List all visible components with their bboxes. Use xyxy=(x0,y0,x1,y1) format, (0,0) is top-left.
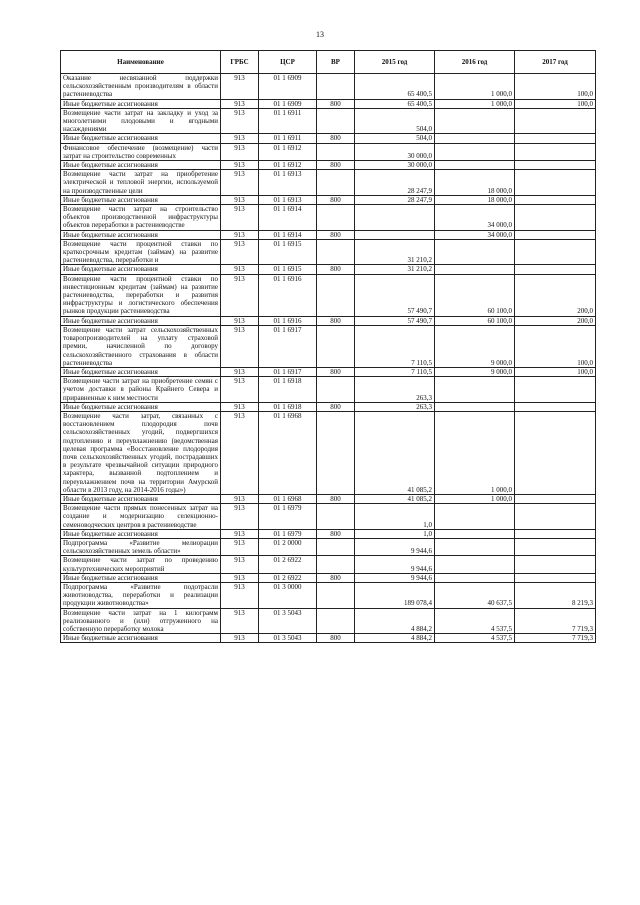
cell-grbs: 913 xyxy=(221,325,259,367)
page-number: 13 xyxy=(316,30,324,39)
cell-name: Иные бюджетные ассигнования xyxy=(61,529,221,538)
cell-vr xyxy=(317,74,355,100)
cell-name: Возмещение части затрат на строительство объектов производственной инфраструктуры объектов переработки в растениеводстве xyxy=(61,205,221,231)
cell-y2016: 4 537,5 xyxy=(435,634,515,643)
table-row xyxy=(61,134,596,143)
cell-y2017 xyxy=(515,195,596,204)
cell-y2015: 7 110,5 xyxy=(355,367,435,376)
cell-vr xyxy=(317,582,355,608)
table-row xyxy=(61,367,596,376)
cell-y2015: 504,0 xyxy=(355,108,435,134)
cell-csr: 01 1 6916 xyxy=(259,316,317,325)
cell-name: Возмещение части затрат на закладку и уход за многолетними плодовыми и ягодными насаждениями xyxy=(61,108,221,134)
cell-csr: 01 1 6979 xyxy=(259,529,317,538)
cell-vr xyxy=(317,239,355,265)
cell-y2016: 18 000,0 xyxy=(435,170,515,196)
cell-y2016: 9 000,0 xyxy=(435,367,515,376)
table-row xyxy=(61,377,596,403)
cell-csr: 01 1 6912 xyxy=(259,161,317,170)
cell-y2015: 65 400,5 xyxy=(355,74,435,100)
cell-csr: 01 3 5043 xyxy=(259,634,317,643)
cell-name: Возмещение части процентной ставки по краткосрочным кредитам (займам) на развитие растениеводства, переработки и xyxy=(61,239,221,265)
table-row xyxy=(61,230,596,239)
cell-csr: 01 1 6911 xyxy=(259,108,317,134)
cell-name: Возмещение части затрат сельскохозяйственных товаропроизводителей на уплату страховой премии, начисленной по договору сельскохозяйственного страхования в области растениеводства xyxy=(61,325,221,367)
cell-y2017: 200,0 xyxy=(515,274,596,316)
budget-table xyxy=(60,50,596,643)
cell-csr: 01 1 6915 xyxy=(259,239,317,265)
cell-y2016 xyxy=(435,239,515,265)
cell-name: Иные бюджетные ассигнования xyxy=(61,634,221,643)
cell-vr xyxy=(317,274,355,316)
cell-name: Возмещение части затрат, связанных с восстановлением плодородия почв сельскохозяйственных угодий, подвергшихся подтоплению и переувлажнению (ведомственная целевая программа «Восстановление плодородия почв сельскохозяйственных угодий, пострадавших в результате чрезвычайной ситуации природного характера, вызванной подтоплением и переувлажнением почв на территории Амурской области в 2013 году, на 2014-2016 годы») xyxy=(61,411,221,494)
cell-y2015: 1,0 xyxy=(355,529,435,538)
cell-csr: 01 1 6913 xyxy=(259,195,317,204)
cell-name: Иные бюджетные ассигнования xyxy=(61,134,221,143)
table-row xyxy=(61,634,596,643)
table-row xyxy=(61,608,596,634)
cell-y2016: 1 000,0 xyxy=(435,494,515,503)
cell-name: Иные бюджетные ассигнования xyxy=(61,367,221,376)
cell-name: Иные бюджетные ассигнования xyxy=(61,265,221,274)
header-2016: 2016 год xyxy=(435,51,515,74)
cell-grbs: 913 xyxy=(221,143,259,160)
header-name: Наименование xyxy=(61,51,221,74)
cell-grbs: 913 xyxy=(221,494,259,503)
cell-y2017 xyxy=(515,573,596,582)
cell-vr xyxy=(317,205,355,231)
cell-vr: 800 xyxy=(317,634,355,643)
table-row xyxy=(61,205,596,231)
cell-vr: 800 xyxy=(317,529,355,538)
cell-vr: 800 xyxy=(317,161,355,170)
cell-grbs: 913 xyxy=(221,634,259,643)
cell-vr: 800 xyxy=(317,367,355,376)
table-row xyxy=(61,265,596,274)
cell-y2017 xyxy=(515,402,596,411)
cell-y2016 xyxy=(435,538,515,555)
cell-y2016: 34 000,0 xyxy=(435,230,515,239)
cell-grbs: 913 xyxy=(221,504,259,530)
cell-y2016: 9 000,0 xyxy=(435,325,515,367)
cell-y2016 xyxy=(435,402,515,411)
table-header-row xyxy=(61,51,596,74)
cell-name: Оказание несвязанной поддержки сельскохозяйственным производителям в области растениеводства xyxy=(61,74,221,100)
cell-y2017 xyxy=(515,529,596,538)
cell-name: Иные бюджетные ассигнования xyxy=(61,99,221,108)
cell-y2017 xyxy=(515,556,596,573)
cell-y2015: 9 944,6 xyxy=(355,556,435,573)
cell-y2015: 263,3 xyxy=(355,377,435,403)
cell-grbs: 913 xyxy=(221,316,259,325)
cell-y2017 xyxy=(515,265,596,274)
cell-vr xyxy=(317,608,355,634)
cell-name: Иные бюджетные ассигнования xyxy=(61,573,221,582)
cell-y2016 xyxy=(435,504,515,530)
cell-name: Возмещение части затрат на приобретение электрической и тепловой энергии, используемой на производственные цели xyxy=(61,170,221,196)
cell-grbs: 913 xyxy=(221,582,259,608)
table-row xyxy=(61,411,596,494)
cell-y2015: 4 884,2 xyxy=(355,608,435,634)
cell-y2016: 1 000,0 xyxy=(435,99,515,108)
cell-y2015: 41 085,2 xyxy=(355,494,435,503)
cell-grbs: 913 xyxy=(221,377,259,403)
cell-vr: 800 xyxy=(317,316,355,325)
cell-y2015: 57 490,7 xyxy=(355,316,435,325)
cell-vr xyxy=(317,411,355,494)
cell-y2015: 41 085,2 xyxy=(355,411,435,494)
cell-y2016: 34 000,0 xyxy=(435,205,515,231)
cell-vr: 800 xyxy=(317,195,355,204)
cell-csr: 01 1 6979 xyxy=(259,504,317,530)
cell-vr: 800 xyxy=(317,230,355,239)
cell-y2015: 28 247,9 xyxy=(355,195,435,204)
cell-vr xyxy=(317,377,355,403)
cell-name: Иные бюджетные ассигнования xyxy=(61,161,221,170)
table-body xyxy=(61,74,596,643)
cell-y2015: 9 944,6 xyxy=(355,573,435,582)
cell-name: Иные бюджетные ассигнования xyxy=(61,195,221,204)
cell-grbs: 913 xyxy=(221,411,259,494)
cell-y2016 xyxy=(435,161,515,170)
cell-grbs: 913 xyxy=(221,573,259,582)
table-row xyxy=(61,402,596,411)
cell-name: Возмещение части прямых понесенных затрат на создание и модернизацию селекционно-семеноводческих центров в растениеводстве xyxy=(61,504,221,530)
cell-y2015: 9 944,6 xyxy=(355,538,435,555)
cell-y2016: 1 000,0 xyxy=(435,411,515,494)
cell-csr: 01 1 6912 xyxy=(259,143,317,160)
cell-grbs: 913 xyxy=(221,195,259,204)
table-row xyxy=(61,195,596,204)
cell-y2017: 7 719,3 xyxy=(515,634,596,643)
cell-y2017: 7 719,3 xyxy=(515,608,596,634)
cell-y2017 xyxy=(515,494,596,503)
cell-csr: 01 1 6913 xyxy=(259,170,317,196)
cell-y2015: 189 078,4 xyxy=(355,582,435,608)
header-grbs: ГРБС xyxy=(221,51,259,74)
cell-y2016 xyxy=(435,377,515,403)
cell-y2016: 60 100,0 xyxy=(435,316,515,325)
header-2015: 2015 год xyxy=(355,51,435,74)
table-row xyxy=(61,538,596,555)
table-row xyxy=(61,74,596,100)
cell-vr xyxy=(317,538,355,555)
cell-csr: 01 1 6918 xyxy=(259,402,317,411)
cell-y2015: 30 000,0 xyxy=(355,161,435,170)
cell-y2017 xyxy=(515,504,596,530)
cell-y2016 xyxy=(435,265,515,274)
header-vr: ВР xyxy=(317,51,355,74)
cell-name: Иные бюджетные ассигнования xyxy=(61,230,221,239)
cell-y2015: 31 210,2 xyxy=(355,265,435,274)
cell-y2015: 504,0 xyxy=(355,134,435,143)
cell-y2016 xyxy=(435,556,515,573)
cell-grbs: 913 xyxy=(221,265,259,274)
cell-name: Подпрограмма «Развитие мелиорации сельскохозяйственных земель области» xyxy=(61,538,221,555)
cell-name: Иные бюджетные ассигнования xyxy=(61,316,221,325)
cell-y2017: 100,0 xyxy=(515,367,596,376)
cell-y2017 xyxy=(515,411,596,494)
cell-name: Возмещение части затрат на 1 килограмм реализованного и (или) отгруженного на собственную переработку молока xyxy=(61,608,221,634)
cell-csr: 01 3 0000 xyxy=(259,582,317,608)
cell-y2016 xyxy=(435,529,515,538)
cell-vr: 800 xyxy=(317,265,355,274)
cell-csr: 01 1 6911 xyxy=(259,134,317,143)
cell-csr: 01 1 6968 xyxy=(259,494,317,503)
cell-y2017 xyxy=(515,143,596,160)
cell-y2015: 263,3 xyxy=(355,402,435,411)
cell-csr: 01 1 6909 xyxy=(259,74,317,100)
cell-csr: 01 1 6918 xyxy=(259,377,317,403)
cell-vr: 800 xyxy=(317,99,355,108)
cell-vr: 800 xyxy=(317,573,355,582)
cell-y2017 xyxy=(515,230,596,239)
cell-y2017: 200,0 xyxy=(515,316,596,325)
cell-grbs: 913 xyxy=(221,402,259,411)
table-row xyxy=(61,325,596,367)
cell-csr: 01 1 6917 xyxy=(259,367,317,376)
cell-grbs: 913 xyxy=(221,134,259,143)
cell-y2015: 1,0 xyxy=(355,504,435,530)
table-row xyxy=(61,170,596,196)
table-row xyxy=(61,504,596,530)
cell-y2015: 57 490,7 xyxy=(355,274,435,316)
cell-grbs: 913 xyxy=(221,99,259,108)
cell-y2015 xyxy=(355,205,435,231)
cell-y2016: 1 000,0 xyxy=(435,74,515,100)
cell-y2015: 7 110,5 xyxy=(355,325,435,367)
cell-vr xyxy=(317,504,355,530)
cell-y2017: 100,0 xyxy=(515,325,596,367)
cell-csr: 01 1 6914 xyxy=(259,205,317,231)
table-row xyxy=(61,316,596,325)
table-row xyxy=(61,494,596,503)
header-csr: ЦСР xyxy=(259,51,317,74)
cell-y2016: 4 537,5 xyxy=(435,608,515,634)
cell-csr: 01 2 6922 xyxy=(259,556,317,573)
cell-vr xyxy=(317,325,355,367)
cell-vr: 800 xyxy=(317,402,355,411)
table-row xyxy=(61,529,596,538)
cell-csr: 01 1 6916 xyxy=(259,274,317,316)
cell-y2017 xyxy=(515,161,596,170)
cell-y2016 xyxy=(435,143,515,160)
cell-name: Возмещение части процентной ставки по инвестиционным кредитам (займам) на развитие растениеводства, переработки и развития инфраструктуры и логистического обеспечения рынков продукции растениеводства xyxy=(61,274,221,316)
cell-y2015 xyxy=(355,230,435,239)
cell-grbs: 913 xyxy=(221,608,259,634)
cell-grbs: 913 xyxy=(221,239,259,265)
cell-y2017: 100,0 xyxy=(515,99,596,108)
cell-name: Иные бюджетные ассигнования xyxy=(61,494,221,503)
cell-y2016: 18 000,0 xyxy=(435,195,515,204)
header-2017: 2017 год xyxy=(515,51,596,74)
cell-csr: 01 1 6909 xyxy=(259,99,317,108)
table-row xyxy=(61,556,596,573)
cell-vr xyxy=(317,143,355,160)
cell-vr: 800 xyxy=(317,134,355,143)
cell-name: Финансовое обеспечение (возмещение) части затрат на строительство современных xyxy=(61,143,221,160)
cell-name: Возмещение части затрат на приобретение семян с учетом доставки в районы Крайнего Севера и приравненные к ним местности xyxy=(61,377,221,403)
cell-csr: 01 2 0000 xyxy=(259,538,317,555)
cell-grbs: 913 xyxy=(221,205,259,231)
cell-y2017 xyxy=(515,377,596,403)
cell-grbs: 913 xyxy=(221,74,259,100)
cell-grbs: 913 xyxy=(221,230,259,239)
cell-y2016: 60 100,0 xyxy=(435,274,515,316)
cell-y2017 xyxy=(515,239,596,265)
cell-name: Иные бюджетные ассигнования xyxy=(61,402,221,411)
cell-grbs: 913 xyxy=(221,367,259,376)
table-row xyxy=(61,99,596,108)
cell-grbs: 913 xyxy=(221,170,259,196)
cell-y2015: 28 247,9 xyxy=(355,170,435,196)
cell-y2016 xyxy=(435,134,515,143)
cell-y2017 xyxy=(515,170,596,196)
table-row xyxy=(61,573,596,582)
cell-grbs: 913 xyxy=(221,556,259,573)
cell-y2016 xyxy=(435,108,515,134)
cell-grbs: 913 xyxy=(221,529,259,538)
table-row xyxy=(61,143,596,160)
cell-csr: 01 2 6922 xyxy=(259,573,317,582)
cell-vr xyxy=(317,170,355,196)
cell-csr: 01 1 6968 xyxy=(259,411,317,494)
table-row xyxy=(61,582,596,608)
cell-vr: 800 xyxy=(317,494,355,503)
cell-grbs: 913 xyxy=(221,538,259,555)
cell-y2017: 8 219,3 xyxy=(515,582,596,608)
cell-y2016: 40 637,5 xyxy=(435,582,515,608)
cell-csr: 01 1 6917 xyxy=(259,325,317,367)
cell-y2017 xyxy=(515,134,596,143)
cell-name: Возмещение части затрат по проведению культуртехнических мероприятий xyxy=(61,556,221,573)
cell-vr xyxy=(317,108,355,134)
cell-y2015: 31 210,2 xyxy=(355,239,435,265)
cell-csr: 01 1 6915 xyxy=(259,265,317,274)
cell-grbs: 913 xyxy=(221,161,259,170)
cell-y2017 xyxy=(515,205,596,231)
cell-y2017: 100,0 xyxy=(515,74,596,100)
cell-csr: 01 1 6914 xyxy=(259,230,317,239)
cell-y2017 xyxy=(515,108,596,134)
cell-grbs: 913 xyxy=(221,274,259,316)
cell-grbs: 913 xyxy=(221,108,259,134)
cell-name: Подпрограмма «Развитие подотрасли животноводства, переработки и реализации продукции животноводства» xyxy=(61,582,221,608)
cell-y2015: 30 000,0 xyxy=(355,143,435,160)
table-row xyxy=(61,274,596,316)
cell-y2015: 4 884,2 xyxy=(355,634,435,643)
cell-vr xyxy=(317,556,355,573)
table-row xyxy=(61,161,596,170)
cell-y2015: 65 400,5 xyxy=(355,99,435,108)
table-row xyxy=(61,108,596,134)
cell-csr: 01 3 5043 xyxy=(259,608,317,634)
cell-y2016 xyxy=(435,573,515,582)
table-row xyxy=(61,239,596,265)
cell-y2017 xyxy=(515,538,596,555)
